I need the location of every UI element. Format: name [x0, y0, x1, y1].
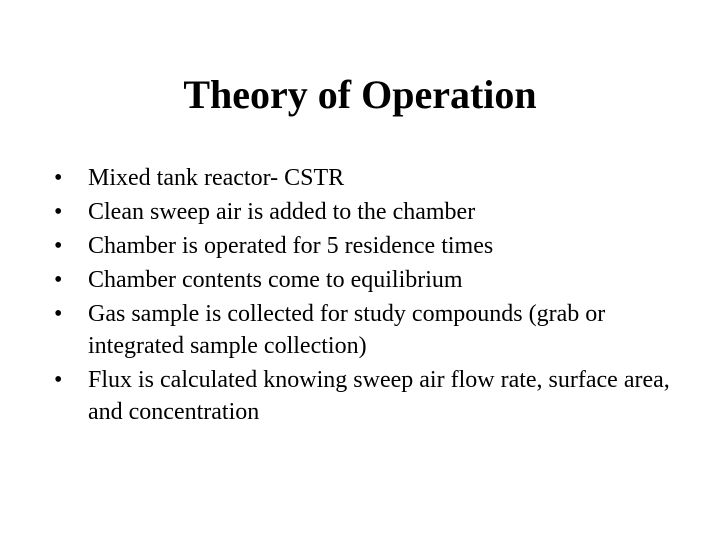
- bullet-marker: •: [54, 267, 63, 293]
- bullet-marker: •: [54, 301, 63, 327]
- slide-title: Theory of Operation: [183, 72, 537, 117]
- bullet-text: Clean sweep air is added to the chamber: [88, 199, 476, 225]
- bullet-list: [54, 162, 694, 430]
- bullet-item: [54, 196, 694, 228]
- bullet-item: [54, 162, 694, 194]
- bullet-marker: •: [54, 367, 63, 393]
- bullet-item: [54, 264, 694, 296]
- bullet-item: [54, 230, 694, 262]
- bullet-item: [54, 364, 694, 428]
- bullet-marker: •: [54, 233, 63, 259]
- bullet-marker: •: [54, 199, 63, 225]
- bullet-text: Chamber is operated for 5 residence times: [88, 233, 494, 259]
- bullet-text: Chamber contents come to equilibrium: [88, 267, 463, 293]
- bullet-text: Flux is calculated knowing sweep air flow rate, surface area, and concentration: [88, 367, 670, 425]
- bullet-marker: •: [54, 165, 63, 191]
- bullet-item: [54, 298, 694, 362]
- bullet-text: Mixed tank reactor- CSTR: [88, 165, 345, 191]
- bullet-text: Gas sample is collected for study compounds (grab or integrated sample collection): [88, 301, 606, 359]
